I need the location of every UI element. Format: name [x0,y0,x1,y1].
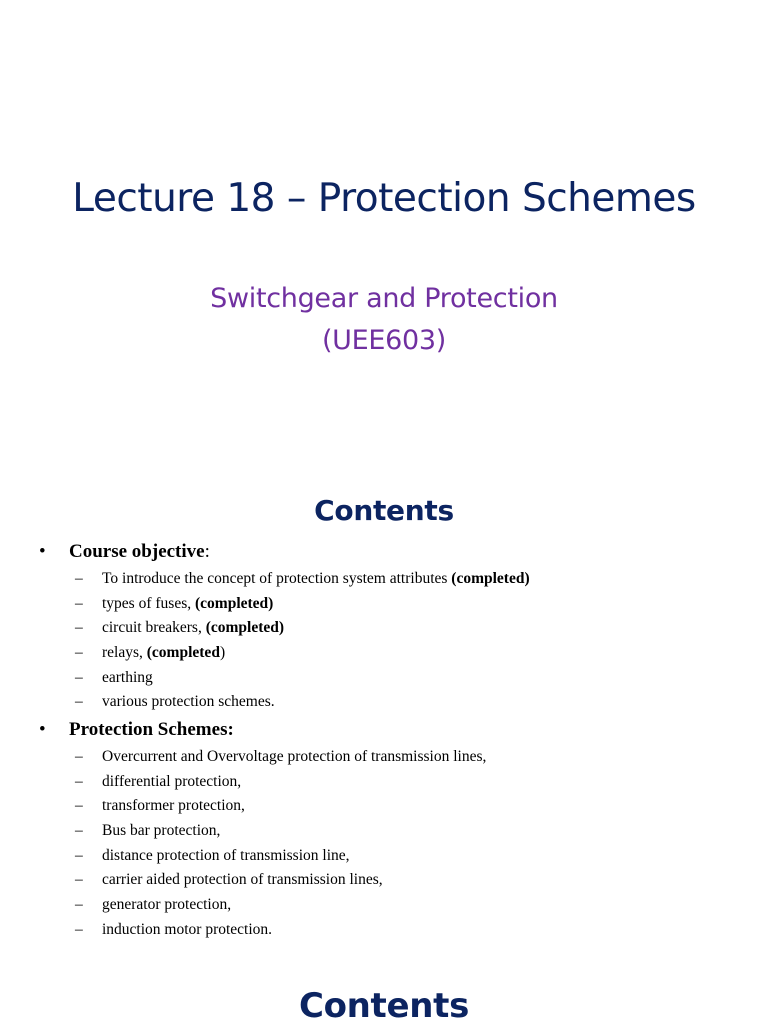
list-item: – Bus bar protection, [75,822,221,840]
list-item: – generator protection, [75,896,232,914]
course-name: Switchgear and Protection [210,283,558,314]
list-item: – distance protection of transmission line, [75,846,350,864]
contents-heading: Contents [314,494,454,527]
bullet-icon: • [39,541,46,562]
objective-list [39,569,759,717]
course-subtitle [0,278,768,362]
schemes-list [39,747,759,945]
list-item: – types of fuses, (completed) [75,594,274,612]
list-item: – circuit breakers, (completed) [75,619,285,637]
dash-icon: – [75,570,83,587]
list-item: – various protection schemes. [75,693,275,711]
section-label: Course objective: [69,541,210,562]
list-item: – transformer protection, [75,797,245,815]
section-header [39,541,759,569]
list-item: – earthing [75,668,153,686]
dash-icon: – [75,797,83,815]
dash-icon: – [75,871,83,889]
dash-icon: – [75,822,83,840]
lecture-title: Lecture 18 – Protection Schemes [72,176,696,221]
dash-icon: – [75,668,83,686]
list-item: – To introduce the concept of protection system attributes (completed) [75,570,530,587]
dash-icon: – [75,846,83,864]
dash-icon: – [75,644,83,662]
list-item: – Overcurrent and Overvoltage protection of transmission lines, [75,748,487,765]
bullet-icon: • [39,719,46,740]
course-code: (UEE603) [321,325,447,356]
list-item: – induction motor protection. [75,920,273,938]
section-course-objective [39,541,759,717]
dash-icon: – [75,594,83,612]
dash-icon: – [75,772,83,790]
dash-icon: – [75,748,83,765]
list-item: – differential protection, [75,772,242,790]
section-label: Protection Schemes: [69,719,234,740]
dash-icon: – [75,920,83,938]
section-protection-schemes [39,719,759,945]
dash-icon: – [75,693,83,711]
next-contents-heading: Contents [298,986,470,1026]
dash-icon: – [75,619,83,637]
list-item: – carrier aided protection of transmission lines, [75,871,383,889]
list-item: – relays, (completed) [75,644,226,662]
dash-icon: – [75,896,83,914]
section-header [39,719,759,747]
